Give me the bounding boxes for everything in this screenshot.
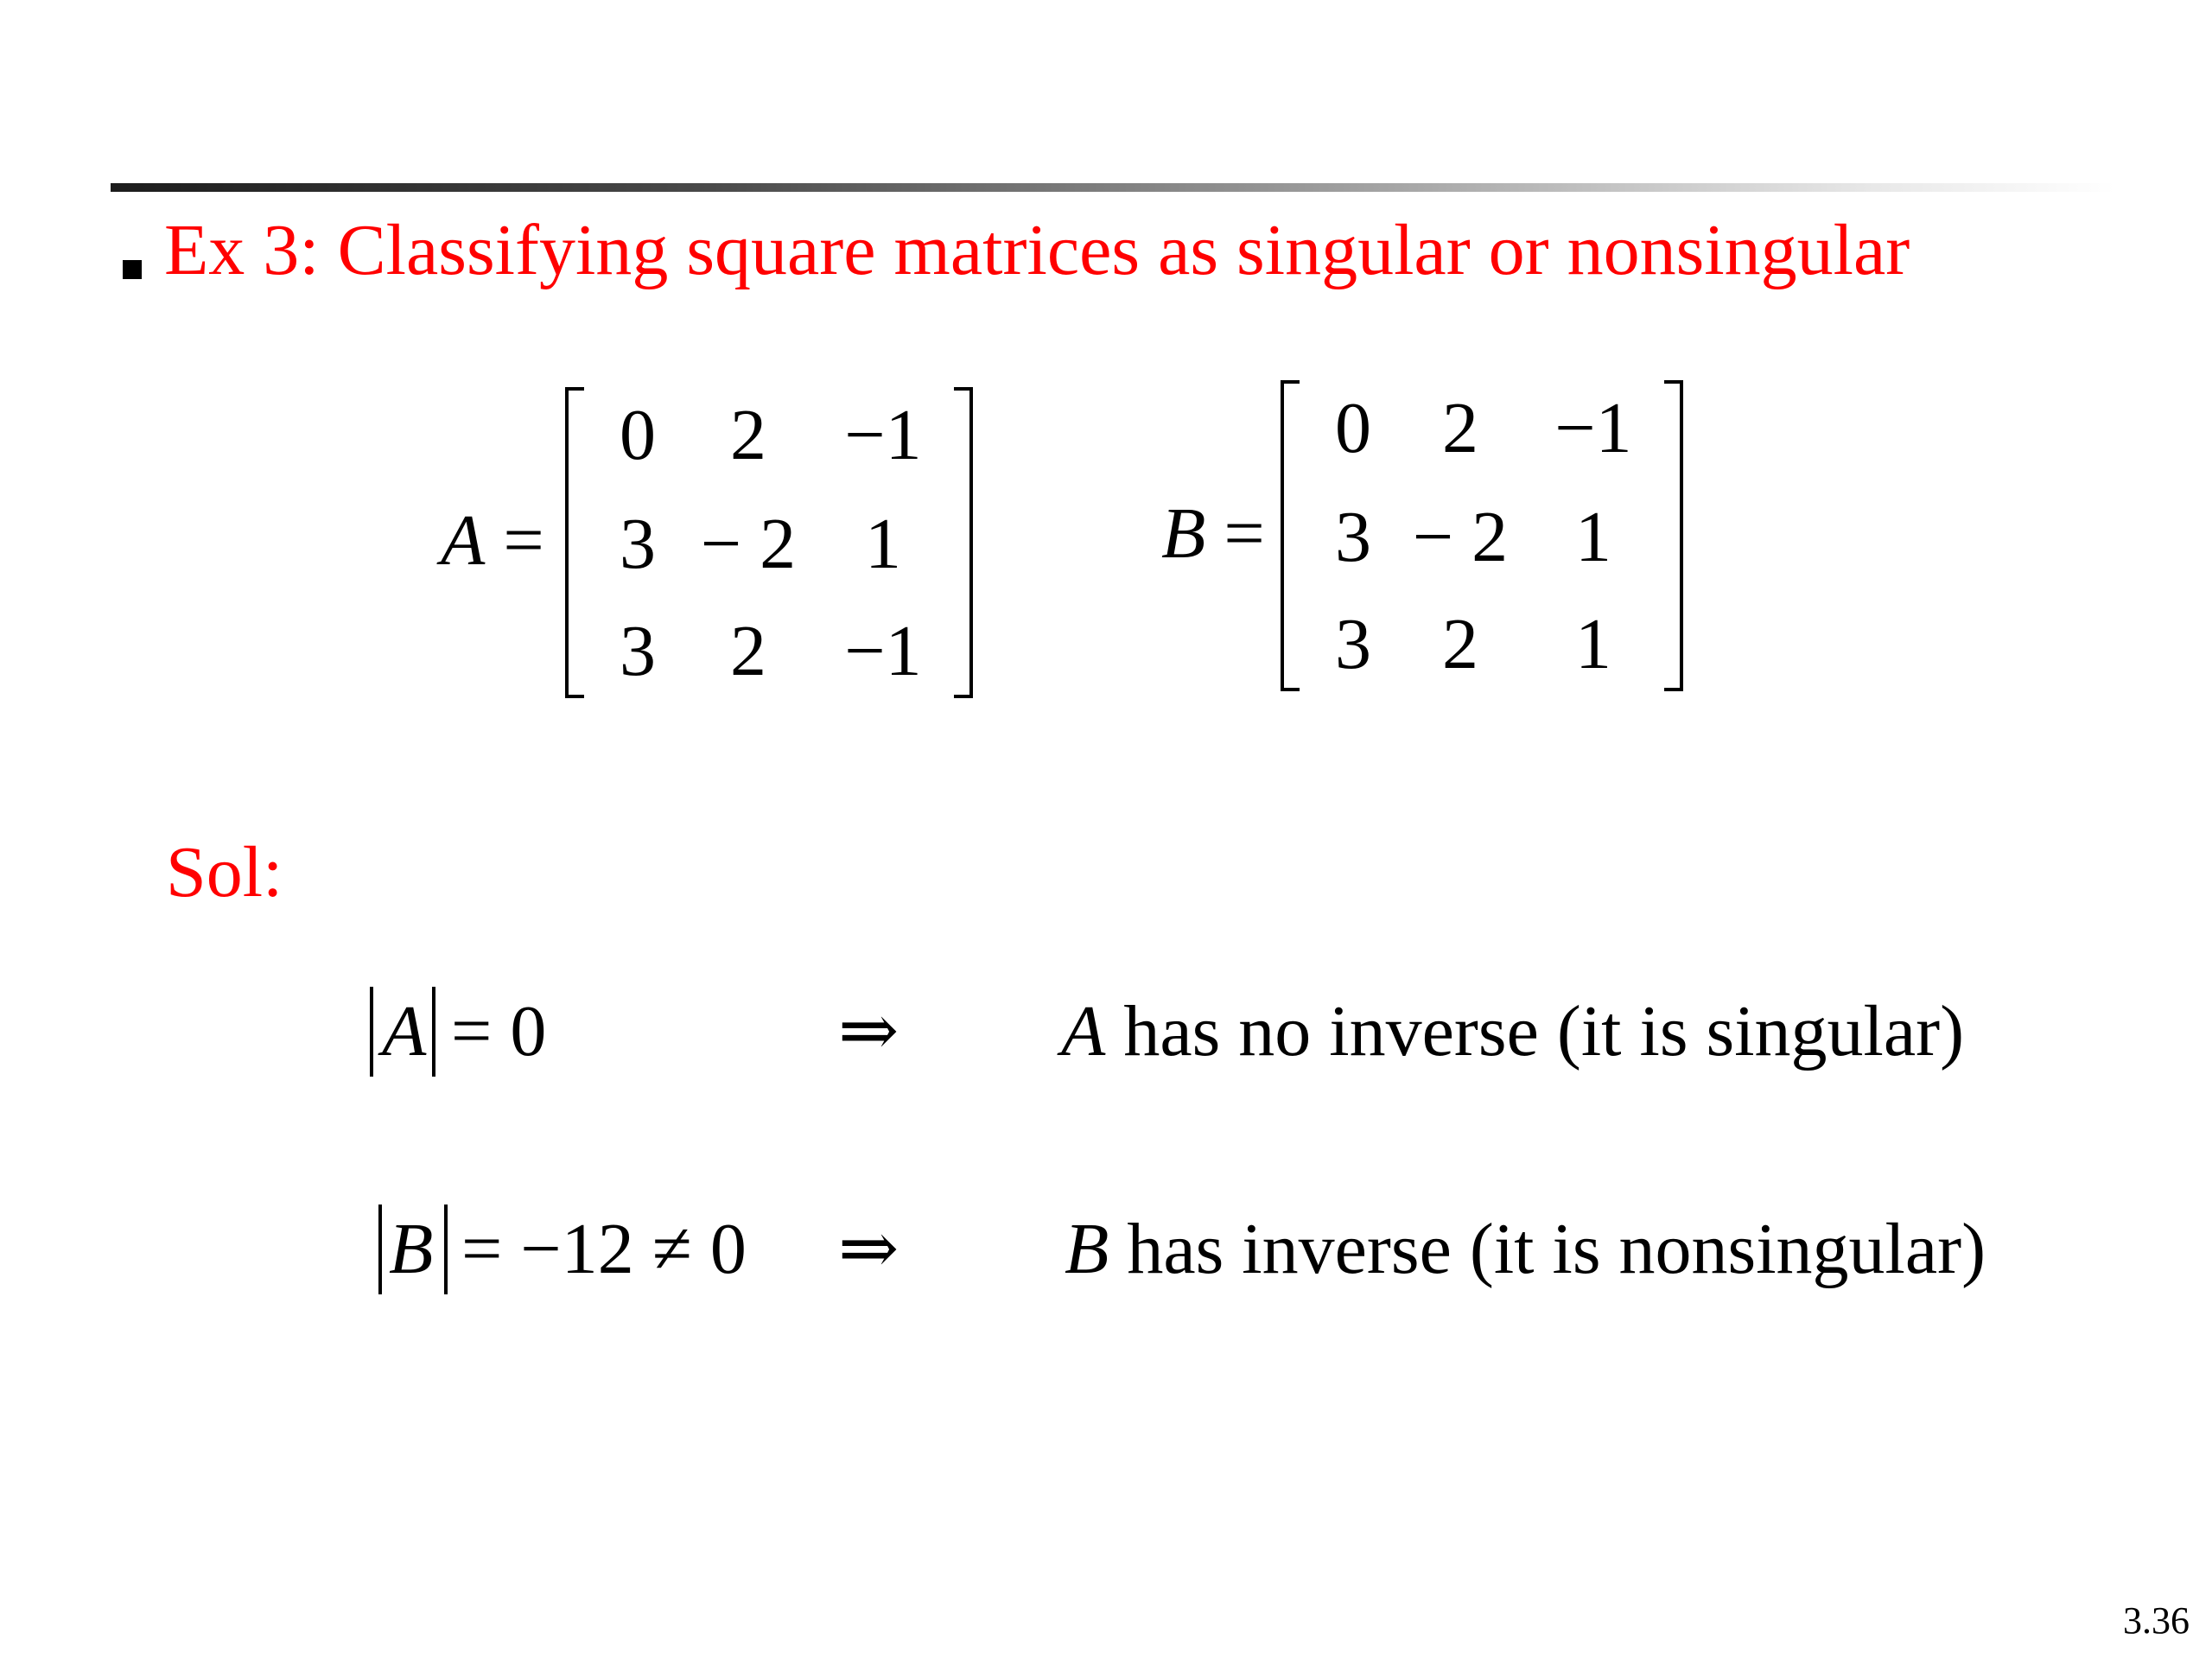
matrix-b-cell: 1 (1575, 497, 1611, 577)
det-a-value: = 0 (451, 991, 547, 1071)
conclusion-a: A has no inverse (it is singular) (1061, 991, 1965, 1071)
det-b-value: = −12 ≠ 0 (461, 1209, 747, 1289)
matrix-b-equation-label: B = (1161, 493, 1265, 574)
matrix-b-cell: 3 (1335, 604, 1371, 684)
slide-title: Ex 3: Classifying square matrices as singular or nonsingular (164, 210, 1910, 290)
matrix-b-cell: − 2 (1412, 497, 1509, 577)
solution-label: Sol: (166, 832, 283, 912)
matrix-a-cell: −1 (844, 611, 922, 691)
implies-arrow: ⇒ (838, 991, 899, 1071)
det-a-left-bar (370, 987, 373, 1077)
matrix-a-cell: 3 (620, 611, 656, 691)
matrix-a-cell: 2 (730, 611, 766, 691)
matrix-a-cell: 0 (620, 395, 656, 475)
matrix-b-cell: 1 (1575, 604, 1611, 684)
matrix-a-cell: 3 (620, 504, 656, 584)
bullet-square-icon (123, 260, 142, 279)
matrix-a-cell: −1 (844, 395, 922, 475)
page-number: 3.36 (2123, 1599, 2190, 1642)
matrix-a-equation-label: A = (441, 500, 544, 581)
det-a-symbol: A (382, 991, 427, 1071)
det-b-left-bar (378, 1205, 382, 1294)
conclusion-b: B has inverse (it is nonsingular) (1065, 1209, 1986, 1289)
implies-arrow: ⇒ (838, 1209, 899, 1289)
matrix-b-cell: −1 (1554, 388, 1632, 468)
matrix-b-cell: 0 (1335, 388, 1371, 468)
det-b-symbol: B (389, 1209, 434, 1289)
det-a-right-bar (432, 987, 435, 1077)
matrix-a-cell: 2 (730, 395, 766, 475)
matrix-b-cell: 2 (1442, 604, 1478, 684)
matrix-b-cell: 2 (1442, 388, 1478, 468)
title-rule (111, 183, 2115, 192)
matrix-a-cell: − 2 (700, 504, 797, 584)
matrix-b-cell: 3 (1335, 497, 1371, 577)
matrix-b (1281, 380, 1683, 691)
matrix-a (565, 387, 973, 698)
det-b-right-bar (444, 1205, 448, 1294)
matrix-a-cell: 1 (865, 504, 901, 584)
